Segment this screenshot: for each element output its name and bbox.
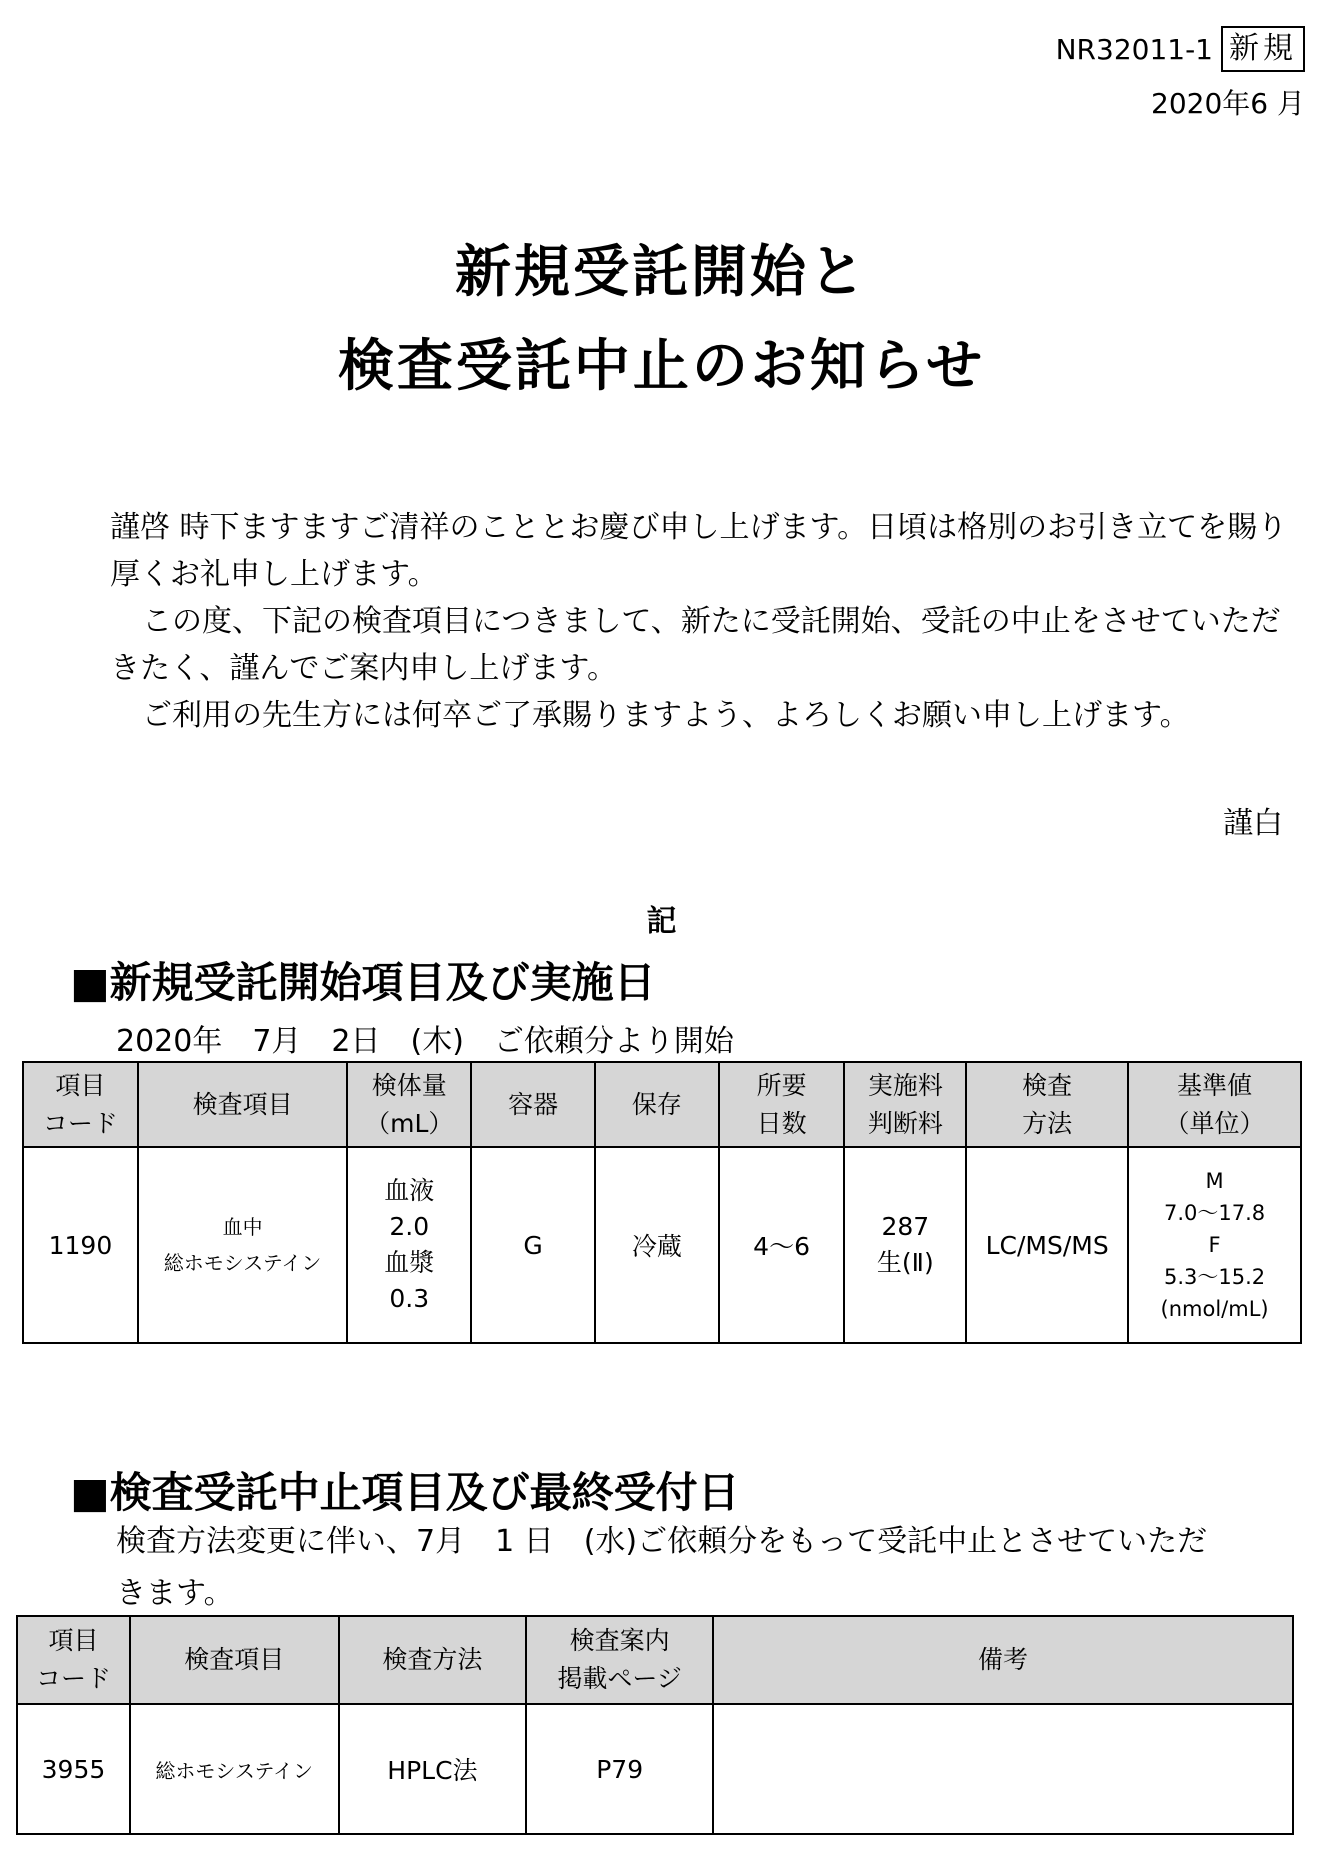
cell-code: 3955: [17, 1704, 130, 1834]
cell-fee: 287 生(Ⅱ): [844, 1147, 966, 1343]
closing-text: 謹白: [1223, 806, 1283, 841]
cell-method: HPLC法: [339, 1704, 527, 1834]
section2-heading: ■検査受託中止項目及び最終受付日: [70, 1468, 740, 1517]
header-code: 項目 コード: [17, 1616, 130, 1704]
discontinued-items-table: [16, 1615, 1294, 1835]
header-method: 検査方法: [339, 1616, 527, 1704]
cell-volume: 血液 2.0 血漿 0.3: [347, 1147, 471, 1343]
new-items-table: [22, 1061, 1302, 1344]
section2-subtitle: 検査方法変更に伴い、7月 1 日 (水)ご依頼分をもって受託中止とさせていただきます。: [116, 1524, 1208, 1611]
header-volume: 検体量 （mL）: [347, 1062, 471, 1147]
title-line-1: 新規受託開始と: [455, 240, 868, 305]
cell-remarks: [713, 1704, 1293, 1834]
ki-label: 記: [646, 904, 677, 939]
header-fee: 実施料 判断料: [844, 1062, 966, 1147]
body-text: [110, 504, 1290, 739]
section1-heading: ■新規受託開始項目及び実施日: [70, 958, 656, 1007]
title-line-2: 検査受託中止のお知らせ: [337, 334, 986, 399]
cell-method: LC/MS/MS: [966, 1147, 1128, 1343]
doc-number-text: NR32011-1: [1055, 32, 1213, 66]
cell-days: 4～6: [719, 1147, 845, 1343]
document-date: 2020年6 月: [1151, 87, 1305, 120]
document-number: [1056, 26, 1305, 72]
header-reference: 基準値 （単位）: [1128, 1062, 1301, 1147]
header-storage: 保存: [595, 1062, 719, 1147]
cell-guide-page: P79: [526, 1704, 713, 1834]
header-item: 検査項目: [130, 1616, 339, 1704]
body-paragraph-2: この度、下記の検査項目につきまして、新たに受託開始、受託の中止をさせていただきたく、謹んでご案内申し上げます。: [110, 604, 1281, 686]
cell-item: 血中 総ホモシステイン: [138, 1147, 347, 1343]
header-method: 検査 方法: [966, 1062, 1128, 1147]
new-badge: 新規: [1221, 26, 1305, 72]
header-days: 所要 日数: [719, 1062, 845, 1147]
table-header-row: [23, 1062, 1301, 1147]
header-guide-page: 検査案内 掲載ページ: [526, 1616, 713, 1704]
body-paragraph-3: ご利用の先生方には何卒ご了承賜りますよう、よろしくお願い申し上げます。: [142, 698, 1190, 733]
header-code: 項目 コード: [23, 1062, 138, 1147]
cell-code: 1190: [23, 1147, 138, 1343]
table-row: [17, 1704, 1293, 1834]
cell-container: G: [471, 1147, 595, 1343]
cell-storage: 冷蔵: [595, 1147, 719, 1343]
table-row: [23, 1147, 1301, 1343]
header-remarks: 備考: [713, 1616, 1293, 1704]
table-header-row: [17, 1616, 1293, 1704]
cell-item: 総ホモシステイン: [130, 1704, 339, 1834]
header-item: 検査項目: [138, 1062, 347, 1147]
section1-subtitle: 2020年 7月 2日 (木) ご依頼分より開始: [116, 1024, 734, 1059]
header-container: 容器: [471, 1062, 595, 1147]
body-paragraph-1: 謹啓 時下ますますご清祥のこととお慶び申し上げます。日頃は格別のお引き立てを賜り厚くお礼申し上げます。: [110, 510, 1288, 592]
cell-reference: M 7.0～17.8 F 5.3～15.2 (nmol/mL): [1128, 1147, 1301, 1343]
